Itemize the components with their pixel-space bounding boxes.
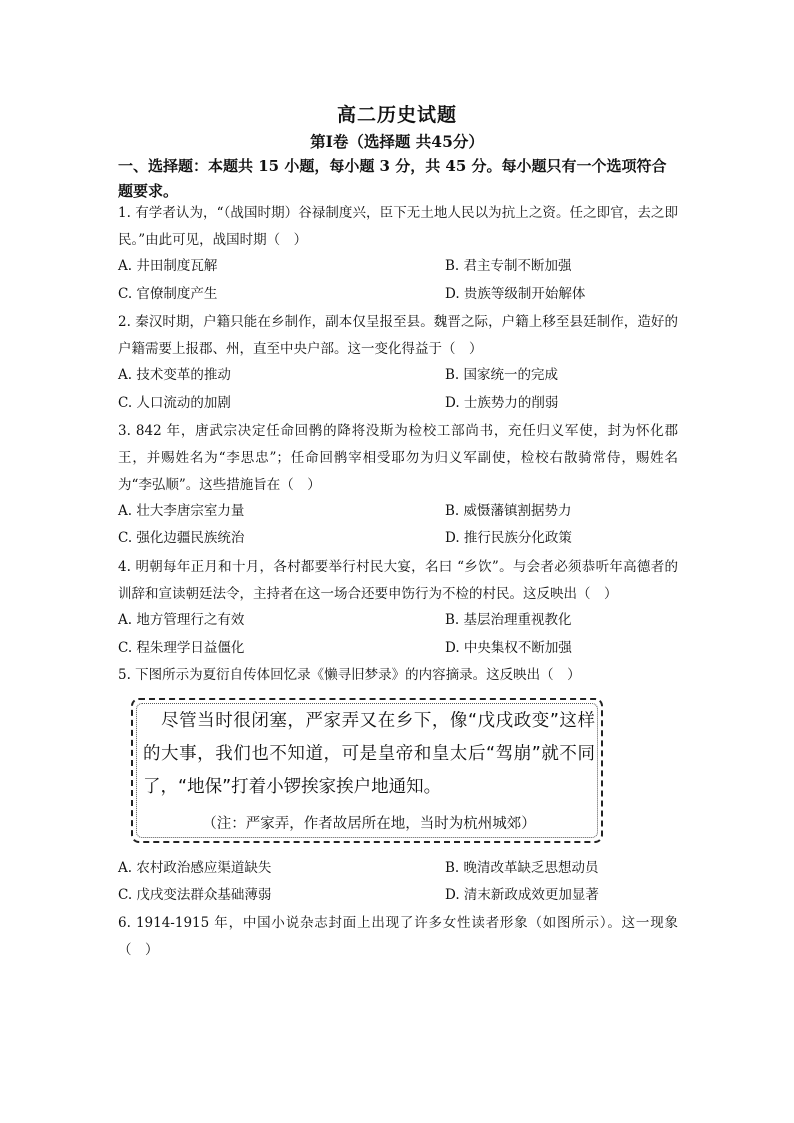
question-1-option-c[interactable]: C. 官僚制度产生 [118, 286, 218, 302]
question-5-option-a[interactable]: A. 农村政治感应渠道缺失 [118, 860, 272, 876]
question-5-option-b[interactable]: B. 晚清改革缺乏思想动员 [445, 860, 599, 876]
question-4-option-d[interactable]: D. 中央集权不断加强 [445, 640, 572, 656]
question-1-option-b[interactable]: B. 君主专制不断加强 [445, 258, 572, 274]
page-subtitle: 第Ⅰ卷（选择题 共45分） [310, 132, 484, 151]
question-5-option-c[interactable]: C. 戊戌变法群众基础薄弱 [118, 887, 272, 903]
question-2-stem: 2. 秦汉时期，户籍只能在乡制作，副本仅呈报至县。魏晋之际，户籍上移至县廷制作，造好的户籍需要上报郡、州，直至中央户部。这一变化得益于（ ） [118, 314, 678, 357]
question-3-option-a[interactable]: A. 壮大李唐宗室力量 [118, 503, 245, 519]
question-3-option-c[interactable]: C. 强化边疆民族统治 [118, 530, 245, 546]
section-heading: 一、选择题：本题共 15 小题，每小题 3 分，共 45 分。每小题只有一个选项符合题要求。 [118, 157, 667, 200]
question-4-option-c[interactable]: C. 程朱理学日益僵化 [118, 640, 245, 656]
question-2-option-b[interactable]: B. 国家统一的完成 [445, 367, 559, 383]
question-3-option-d[interactable]: D. 推行民族分化政策 [445, 530, 572, 546]
question-3-option-b[interactable]: B. 威慑藩镇割据势力 [445, 503, 572, 519]
question-1-option-a[interactable]: A. 井田制度瓦解 [118, 258, 218, 274]
question-5-option-d[interactable]: D. 清末新政成效更加显著 [445, 887, 599, 903]
quote-note: （注：严家弄，作者故居所在地，当时为杭州城郊） [202, 816, 536, 832]
question-1-option-d[interactable]: D. 贵族等级制开始解体 [445, 286, 586, 302]
question-1-stem: 1. 有学者认为，“（战国时期）谷禄制度兴，臣下无土地人民以为抗上之资。任之即官，去之即民。”由此可见，战国时期（ ） [118, 205, 678, 248]
quote-excerpt-box [131, 698, 603, 843]
page-title: 高二历史试题 [336, 104, 457, 126]
question-4-stem: 4. 明朝每年正月和十月，各村都要举行村民大宴，名曰 “乡饮”。与会者必须恭听年高德者的训辞和宣读朝廷法令，主持者在这一场合还要申饬行为不检的村民。这反映出（ ） [118, 559, 678, 602]
question-6-stem: 6. 1914-1915 年，中国小说杂志封面上出现了许多女性读者形象（如图所示）。这一现象（ ） [118, 915, 678, 958]
question-4-option-a[interactable]: A. 地方管理行之有效 [118, 612, 245, 628]
quote-text: 尽管当时很闭塞，严家弄又在乡下，像“戊戌政变”这样的大事，我们也不知道，可是皇帝和皇太后“驾崩”就不同了，“地保”打着小锣挨家挨户地通知。 [143, 711, 595, 797]
question-4-option-b[interactable]: B. 基层治理重视教化 [445, 612, 572, 628]
question-2-option-d[interactable]: D. 士族势力的削弱 [445, 395, 559, 411]
question-2-option-a[interactable]: A. 技术变革的推动 [118, 367, 231, 383]
question-5-stem: 5. 下图所示为夏衍自传体回忆录《懒寻旧梦录》的内容摘录。这反映出（ ） [118, 667, 581, 683]
question-3-stem: 3. 842 年，唐武宗决定任命回鹘的降将没斯为检校工部尚书，充任归义军使，封为怀化郡王，并赐姓名为“李思忠”；任命回鹘宰相受耶勿为归义军副使，检校右散骑常侍，赐姓名为“李弘顺”。这些措施旨在（ ） [118, 423, 678, 493]
question-2-option-c[interactable]: C. 人口流动的加剧 [118, 395, 231, 411]
